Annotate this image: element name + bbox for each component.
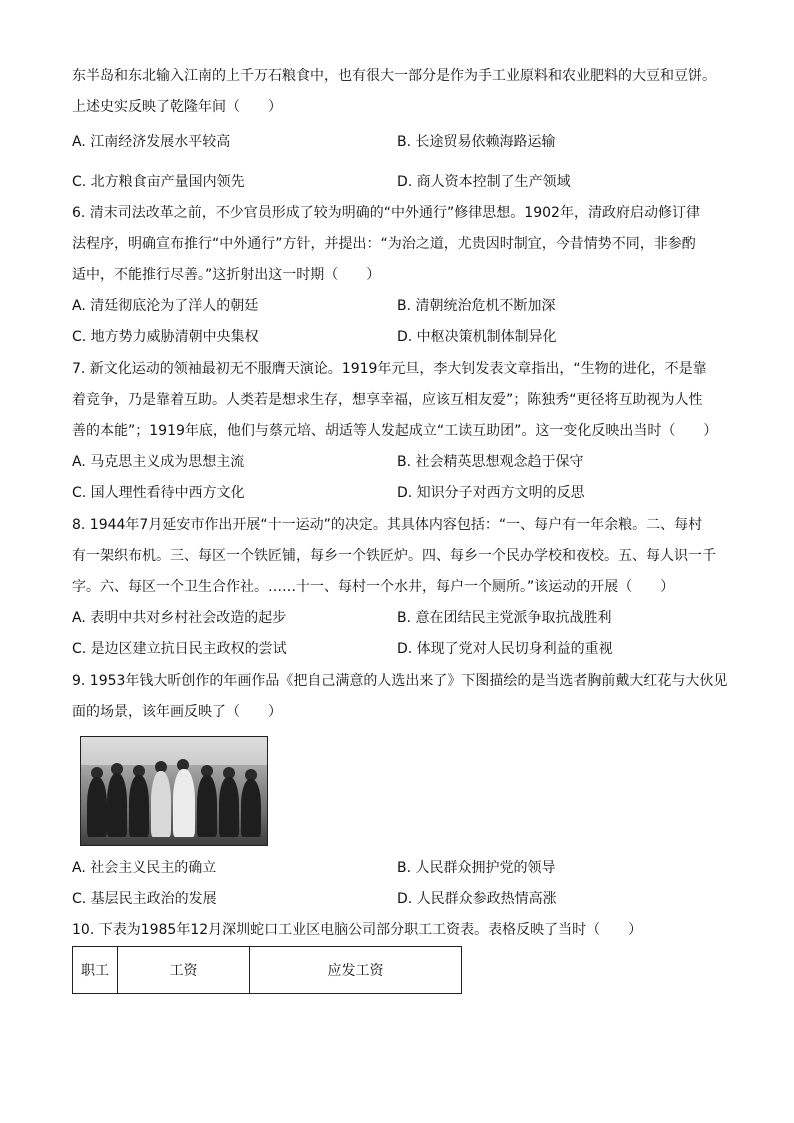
q8-option-b: B. 意在团结民主党派争取抗战胜利 <box>397 610 612 626</box>
new-year-painting-image <box>80 736 268 846</box>
q5-option-c: C. 北方粮食亩产量国内领先 <box>72 174 245 190</box>
q8-option-c: C. 是边区建立抗日民主政权的尝试 <box>72 641 287 657</box>
q7-stem-line-2: 着竞争，乃是靠着互助。人类若是想求生存，想享幸福，应该互相友爱”；陈独秀“更径将互助视为人性 <box>72 392 703 408</box>
salary-table <box>72 946 462 994</box>
q9-option-a: A. 社会主义民主的确立 <box>72 860 217 876</box>
table-header-row <box>73 947 462 994</box>
q9-stem-line-1: 9. 1953年钱大昕创作的年画作品《把自己满意的人选出来了》下图描绘的是当选者胸前戴大红花与大伙见 <box>72 673 728 689</box>
q7-option-b: B. 社会精英思想观念趋于保守 <box>397 454 584 470</box>
q9-option-c: C. 基层民主政治的发展 <box>72 891 217 907</box>
q7-option-a: A. 马克思主义成为思想主流 <box>72 454 245 470</box>
q5-stem-line-2: 上述史实反映了乾隆年间（ ） <box>72 99 282 115</box>
q7-stem-line-3: 善的本能”；1919年底，他们与蔡元培、胡适等人发起成立“工读互助团”。这一变化反映出当时（ ） <box>72 423 718 439</box>
table-header-cell: 职工 <box>73 947 118 994</box>
q6-option-a: A. 清廷彻底沦为了洋人的朝廷 <box>72 298 259 314</box>
q8-stem-line-2: 有一架织布机。三、每区一个铁匠铺，每乡一个铁匠炉。四、每乡一个民办学校和夜校。五、每人识一千 <box>72 548 716 564</box>
q7-option-d: D. 知识分子对西方文明的反思 <box>397 485 585 501</box>
q6-stem-line-2: 法程序，明确宣布推行“中外通行”方针，并提出：“为治之道，尤贵因时制宜，今昔情势不同，非参酌 <box>72 236 696 252</box>
q7-stem-line-1: 7. 新文化运动的领袖最初无不服膺天演论。1919年元旦，李大钊发表文章指出，“生物的进化，不是靠 <box>72 361 707 377</box>
q9-option-b: B. 人民群众拥护党的领导 <box>397 860 556 876</box>
q5-option-d: D. 商人资本控制了生产领域 <box>397 174 571 190</box>
q6-option-c: C. 地方势力威胁清朝中央集权 <box>72 329 259 345</box>
q9-option-d: D. 人民群众参政热情高涨 <box>397 891 557 907</box>
q8-stem-line-1: 8. 1944年7月延安市作出开展“十一运动”的决定。其具体内容包括：“一、每户有一年余粮。二、每村 <box>72 517 703 533</box>
q8-option-d: D. 体现了党对人民切身利益的重视 <box>397 641 613 657</box>
table-header-cell: 工资 <box>118 947 250 994</box>
q6-stem-line-3: 适中，不能推行尽善。”这折射出这一时期（ ） <box>72 267 381 283</box>
table-header-cell: 应发工资 <box>250 947 462 994</box>
q5-option-a: A. 江南经济发展水平较高 <box>72 134 231 150</box>
q5-option-b: B. 长途贸易依赖海路运输 <box>397 134 556 150</box>
q9-stem-line-2: 面的场景，该年画反映了（ ） <box>72 704 282 720</box>
q5-stem-line-1: 东半岛和东北输入江南的上千万石粮食中，也有很大一部分是作为手工业原料和农业肥料的大豆和豆饼。 <box>72 68 716 84</box>
q10-stem-line-1: 10. 下表为1985年12月深圳蛇口工业区电脑公司部分职工工资表。表格反映了当时（ ） <box>72 922 643 938</box>
q7-option-c: C. 国人理性看待中西方文化 <box>72 485 245 501</box>
q6-option-b: B. 清朝统治危机不断加深 <box>397 298 556 314</box>
q8-stem-line-3: 字。六、每区一个卫生合作社。……十一、每村一个水井，每户一个厕所。”该运动的开展（ ） <box>72 579 675 595</box>
q8-option-a: A. 表明中共对乡村社会改造的起步 <box>72 610 287 626</box>
q6-stem-line-1: 6. 清末司法改革之前，不少官员形成了较为明确的“中外通行”修律思想。1902年，清政府启动修订律 <box>72 205 700 221</box>
q6-option-d: D. 中枢决策机制体制异化 <box>397 329 557 345</box>
